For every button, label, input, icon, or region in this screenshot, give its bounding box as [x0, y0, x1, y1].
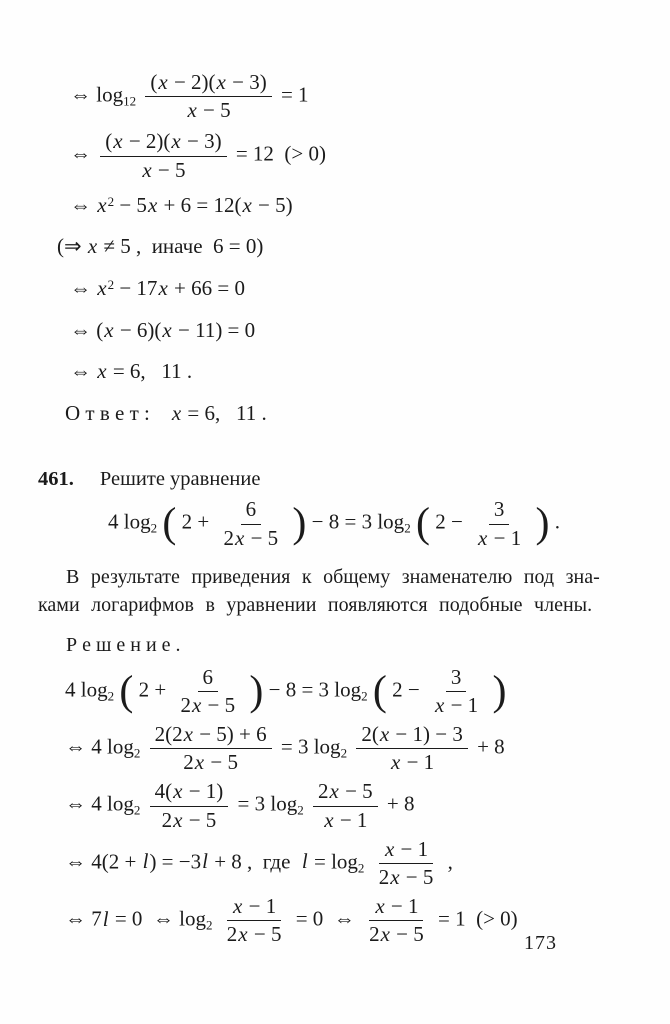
math-line: ⇔ x = 6, 11 .	[70, 359, 193, 384]
math-line: ⇔ 4(2 + l) = −3l + 8 , где $l = \log_2$ $\frac{x - 1}{2x - 5}$ ,	[65, 836, 453, 889]
math-line: ⇔ 4 $\log_2$ $\frac{4(x - 1)}{2x - 5}$ = 3 $\log_2$ $\frac{2x - 5}{x - 1}$ + 8	[65, 779, 415, 832]
answer-line: О т в е т : x = 6, 11 .	[65, 400, 267, 425]
problem-number: 461.	[38, 468, 74, 491]
math-line: 4 $\log_2$ ( 2 + $\frac{6}{2x - 5}$ ) − 8 = 3 $\log_2$ ( 2 − $\frac{3}{x - 1}$ )	[65, 664, 507, 717]
math-line: ⇔ $\frac{(x - 2)(x - 3)}{x - 5}$ = 12 (> 0)	[70, 129, 327, 182]
problem-title: Решите уравнение	[99, 468, 261, 491]
problem-461-block	[0, 442, 670, 947]
math-line: ⇔ 7l = 0 ⇔ $\log_2$ $\frac{x - 1}{2x - 5}$ = 0 ⇔ $\frac{x - 1}{2x - 5}$ = 1 (> 0)	[65, 894, 518, 947]
math-line: ⇔ 4 $\log_2$ $\frac{2(2x - 5) + 6}{2x - 5}$ = 3 $\log_2$ $\frac{2(x - 1) - 3}{x - 1}$ + 8	[65, 721, 505, 775]
solution-460-block	[0, 0, 670, 426]
problem-equation: 4 $\log_2$ ( 2 + $\frac{6}{2x - 5}$ ) − 8 = 3 $\log_2$ ( 2 − $\frac{3}{x - 1}$ ) .	[108, 497, 560, 550]
solution-heading: Р е ш е н и е .	[66, 633, 181, 656]
problem-header	[38, 468, 670, 491]
page-number: 173	[524, 932, 557, 954]
math-line: ⇔ $x^2 - 17x + 66 = 0$	[70, 275, 245, 300]
note-line: ками логарифмов в уравнении появляются подобные члены.	[38, 594, 593, 617]
solution-lines	[65, 665, 670, 948]
note-line: В результате приведения к общему знаменателю под зна-	[66, 565, 600, 588]
math-line: (⇒ x ≠ 5 , иначе 6 = 0)	[57, 234, 264, 259]
math-line: ⇔ $\log_{12}$ $\frac{(x - 2)(x - 3)}{x - 5}$ = 1	[70, 70, 309, 123]
math-line: ⇔ (x − 6)(x − 11) = 0	[70, 317, 256, 342]
note-paragraph	[38, 563, 636, 620]
math-line: ⇔ $x^2 - 5x + 6 = 12(x - 5)$	[70, 192, 293, 217]
